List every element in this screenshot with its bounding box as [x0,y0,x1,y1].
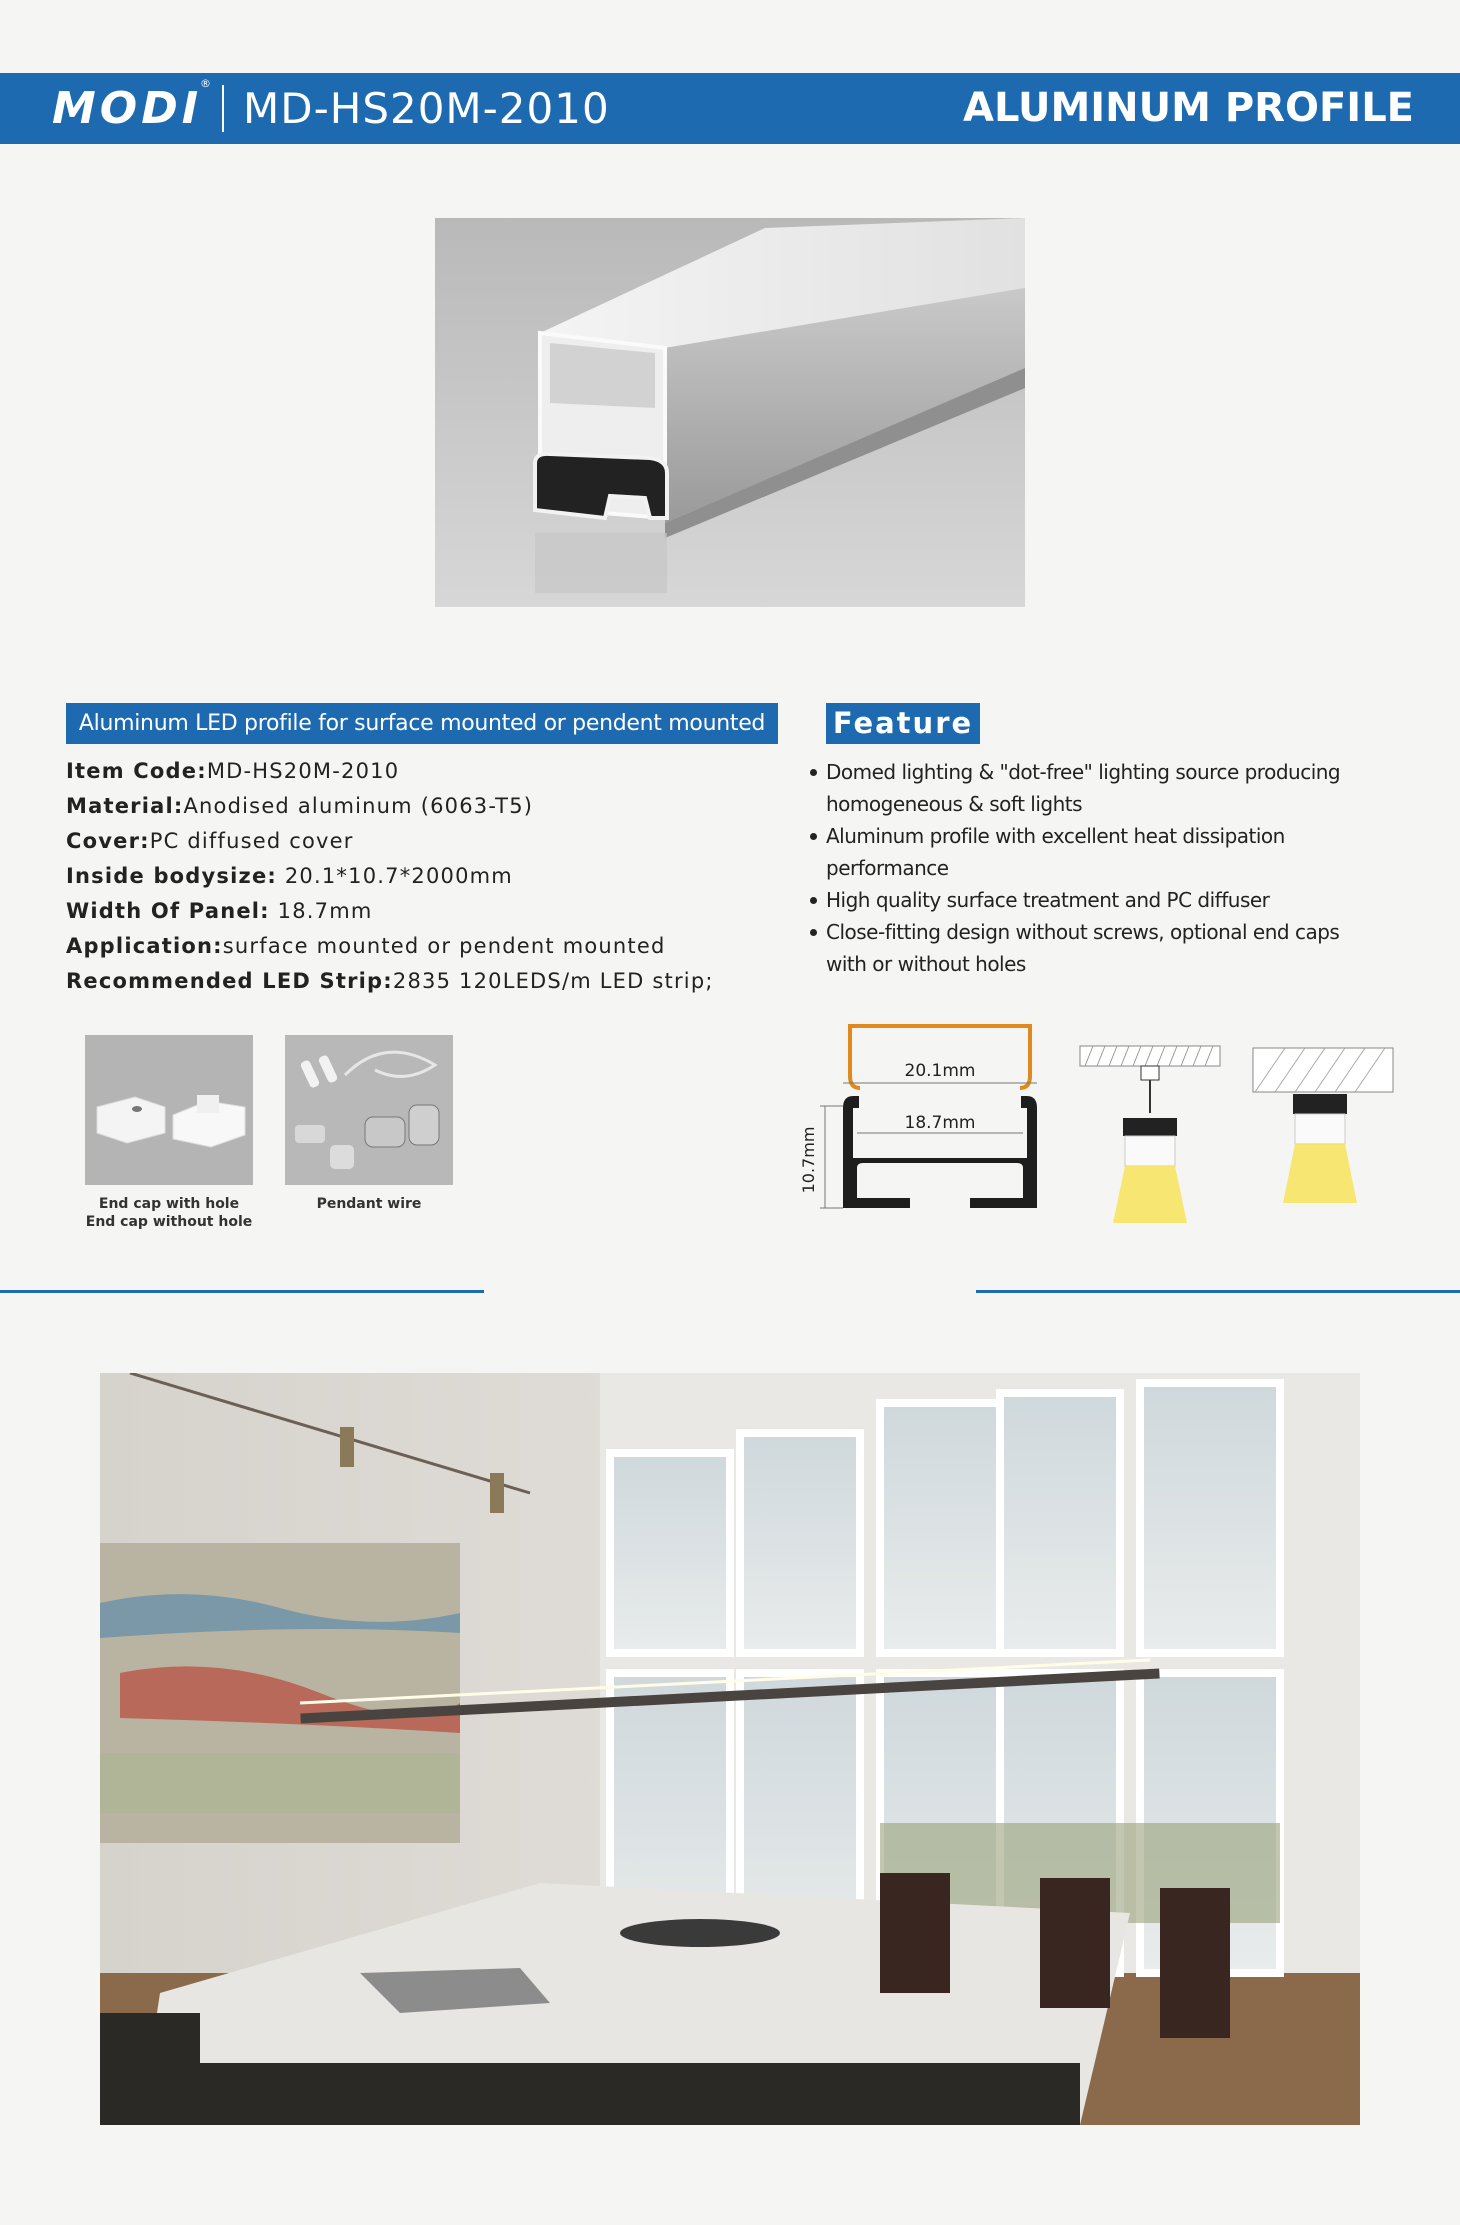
application-room-photo [100,1373,1360,2125]
cross-section-diagram [795,1018,1395,1228]
spec-value: surface mounted or pendent mounted [222,934,666,958]
spec-value: 2835 120LEDS/m LED strip; [392,969,714,993]
spec-value: Anodised aluminum (6063-T5) [183,794,534,818]
header-divider [222,85,224,132]
spec-row [66,757,714,792]
spec-key: Inside bodysize: [66,864,277,888]
spec-row [66,827,714,862]
registered-mark: ® [200,77,211,90]
spec-row [66,897,714,932]
spec-key: Recommended LED Strip: [66,969,393,993]
feature-item: Aluminum profile with excellent heat dissipation performance [808,820,1366,884]
accessory-pendant-wire [285,1035,453,1213]
surface-mount-icon [1253,1048,1393,1203]
pendant-wire-caption: Pendant wire [316,1196,422,1212]
spec-value: MD-HS20M-2010 [206,759,400,783]
spec-row [66,967,714,1002]
divider-left [0,1290,484,1293]
intro-tag: Aluminum LED profile for surface mounted or pendent mounted [66,703,778,744]
dim-height: 10.7mm [799,1126,818,1194]
spec-list [66,757,714,1002]
spec-value: 18.7mm [269,899,373,923]
pendant-mount-icon [1080,1046,1220,1223]
spec-row [66,862,714,897]
spec-row [66,792,714,827]
end-cap-photo [85,1035,253,1185]
dim-outer-width: 20.1mm [904,1061,976,1081]
pendant-wire-photo [285,1035,453,1185]
spec-key: Material: [66,794,184,818]
header-banner [0,73,1460,144]
spec-key: Application: [66,934,223,958]
spec-value: PC diffused cover [149,829,354,853]
end-cap-without-hole-label: End cap without hole [85,1214,253,1230]
dim-panel-width: 18.7mm [904,1113,976,1133]
spec-value: 20.1*10.7*2000mm [277,864,513,888]
end-cap-caption [85,1195,253,1231]
spec-key: Cover: [66,829,150,853]
divider-right [976,1290,1460,1293]
spec-key: Width Of Panel: [66,899,270,923]
feature-list [808,756,1366,980]
feature-item: High quality surface treatment and PC diffuser [808,884,1366,916]
model-number: MD-HS20M-2010 [243,84,610,133]
accessory-end-caps [85,1035,253,1231]
spec-row [66,932,714,967]
feature-item: Domed lighting & "dot-free" lighting source producing homogeneous & soft lights [808,756,1366,820]
brand-logo: MODI [52,83,203,134]
feature-item: Close-fitting design without screws, optional end caps with or without holes [808,916,1366,980]
product-photo [435,218,1025,607]
spec-key: Item Code: [66,759,207,783]
category-title: ALUMINUM PROFILE [962,85,1414,131]
feature-title: Feature [826,703,980,744]
end-cap-with-hole-label: End cap with hole [98,1196,240,1212]
